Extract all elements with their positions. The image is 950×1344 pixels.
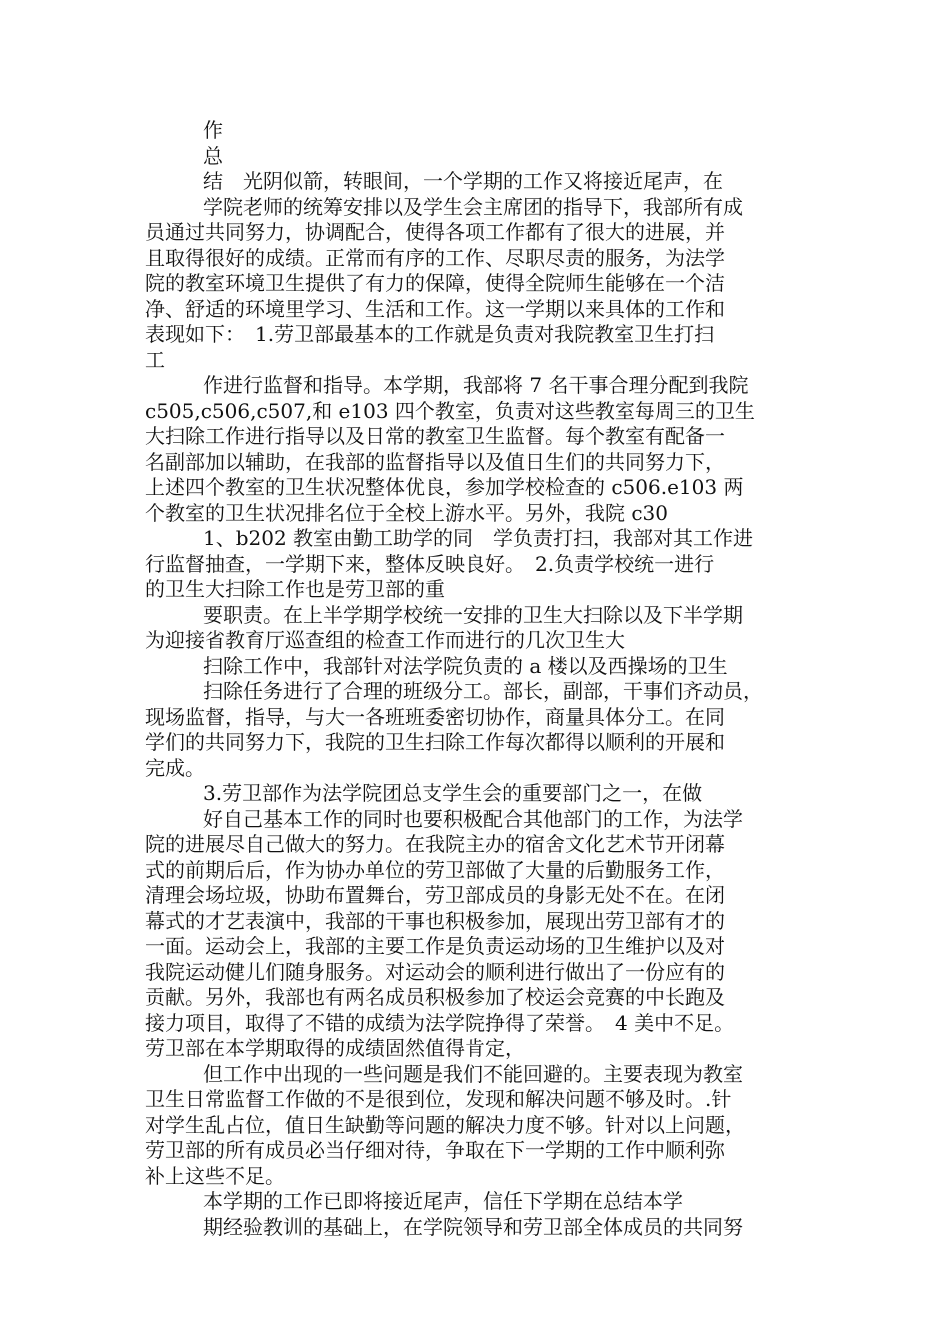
text-line: 总 xyxy=(203,143,223,168)
text-line: 现场监督，指导，与大一各班班委密切协作，商量具体分工。在同 xyxy=(145,704,725,729)
text-line: 大扫除工作进行指导以及日常的教室卫生监督。每个教室有配备一 xyxy=(145,424,725,448)
text-line: 对学生乱占位，值日生缺勤等问题的解决力度不够。针对以上问题， xyxy=(145,1112,745,1137)
text-line: 一面。运动会上，我部的主要工作是负责运动场的卫生维护以及对 xyxy=(145,934,725,958)
text-line: 结 光阴似箭，转眼间，一个学期的工作又将接近尾声，在 xyxy=(203,169,723,193)
text-line: 卫生日常监督工作做的不是很到位，发现和解决问题不够及时。.针 xyxy=(145,1087,732,1111)
text-line: 本学期的工作已即将接近尾声，信任下学期在总结本学 xyxy=(203,1189,683,1213)
text-line: 3.劳卫部作为法学院团总支学生会的重要部门之一，在做 xyxy=(203,781,703,805)
text-line: 作进行监督和指导。本学期，我部将 7 名干事合理分配到我院 xyxy=(203,373,749,397)
text-line: 接力项目，取得了不错的成绩为法学院挣得了荣誉。 4 美中不足。 xyxy=(145,1010,735,1035)
text-line: 院的教室环境卫生提供了有力的保障，使得全院师生能够在一个洁 xyxy=(145,271,725,295)
text-line: 扫除工作中，我部针对法学院负责的 a 楼以及西操场的卫生 xyxy=(203,653,728,678)
text-line: 完成。 xyxy=(145,755,205,780)
text-line: 的卫生大扫除工作也是劳卫部的重 xyxy=(145,577,445,601)
text-line: 为迎接省教育厅巡查组的检查工作而进行的几次卫生大 xyxy=(145,628,625,652)
text-line: 贡献。另外，我部也有两名成员积极参加了校运会竞赛的中长跑及 xyxy=(145,985,725,1009)
text-line: 名副部加以辅助，在我部的监督指导以及值日生们的共同努力下， xyxy=(145,449,725,474)
text-line: 期经验教训的基础上，在学院领导和劳卫部全体成员的共同努 xyxy=(203,1214,743,1239)
text-line: 劳卫部在本学期取得的成绩固然值得肯定， xyxy=(145,1036,525,1060)
text-line: 1、b202 教室由勤工助学的同 学负责打扫，我部对其工作进 xyxy=(203,526,754,550)
text-line: 工 xyxy=(145,347,165,372)
text-line: 补上这些不足。 xyxy=(145,1163,285,1188)
text-line: 作 xyxy=(203,118,223,142)
text-line: 学院老师的统筹安排以及学生会主席团的指导下，我部所有成 xyxy=(203,194,743,219)
text-line: 个教室的卫生状况排名位于全校上游水平。另外，我院 c30 xyxy=(145,500,669,525)
text-line: 净、舒适的环境里学习、生活和工作。这一学期以来具体的工作和 xyxy=(145,296,725,321)
text-line: 表现如下： 1.劳卫部最基本的工作就是负责对我院教室卫生打扫 xyxy=(145,322,715,346)
text-line: 上述四个教室的卫生状况整体优良，参加学校检查的 c506.e103 两 xyxy=(145,475,744,499)
text-line: 要职责。在上半学期学校统一安排的卫生大扫除以及下半学期 xyxy=(203,602,743,627)
text-line: 学们的共同努力下，我院的卫生扫除工作每次都得以顺利的开展和 xyxy=(145,730,725,754)
text-line: 院的进展尽自己做大的努力。在我院主办的宿舍文化艺术节开闭幕 xyxy=(145,832,725,856)
text-line: 员通过共同努力，协调配合，使得各项工作都有了很大的进展，并 xyxy=(145,220,725,244)
text-line: 式的前期后后，作为协办单位的劳卫部做了大量的后勤服务工作， xyxy=(145,857,725,882)
text-line: 但工作中出现的一些问题是我们不能回避的。主要表现为教室 xyxy=(203,1061,743,1086)
text-line: 清理会场垃圾，协助布置舞台，劳卫部成员的身影无处不在。在闭 xyxy=(145,883,725,907)
text-line: 幕式的才艺表演中，我部的干事也积极参加，展现出劳卫部有才的 xyxy=(145,908,725,933)
text-line: 扫除任务进行了合理的班级分工。部长，副部，干事们齐动员， xyxy=(203,679,763,703)
text-line: c505,c506,c507,和 e103 四个教室，负责对这些教室每周三的卫生 xyxy=(145,398,755,423)
text-line: 行监督抽查，一学期下来，整体反映良好。 2.负责学校统一进行 xyxy=(145,551,715,576)
text-line: 劳卫部的所有成员必当仔细对待，争取在下一学期的工作中顺利弥 xyxy=(145,1138,725,1162)
document-body xyxy=(145,118,835,1240)
text-line: 且取得很好的成绩。正常而有序的工作、尽职尽责的服务，为法学 xyxy=(145,245,725,270)
text-line: 好自己基本工作的同时也要积极配合其他部门的工作，为法学 xyxy=(203,806,743,831)
text-line: 我院运动健儿们随身服务。对运动会的顺利进行做出了一份应有的 xyxy=(145,959,725,984)
